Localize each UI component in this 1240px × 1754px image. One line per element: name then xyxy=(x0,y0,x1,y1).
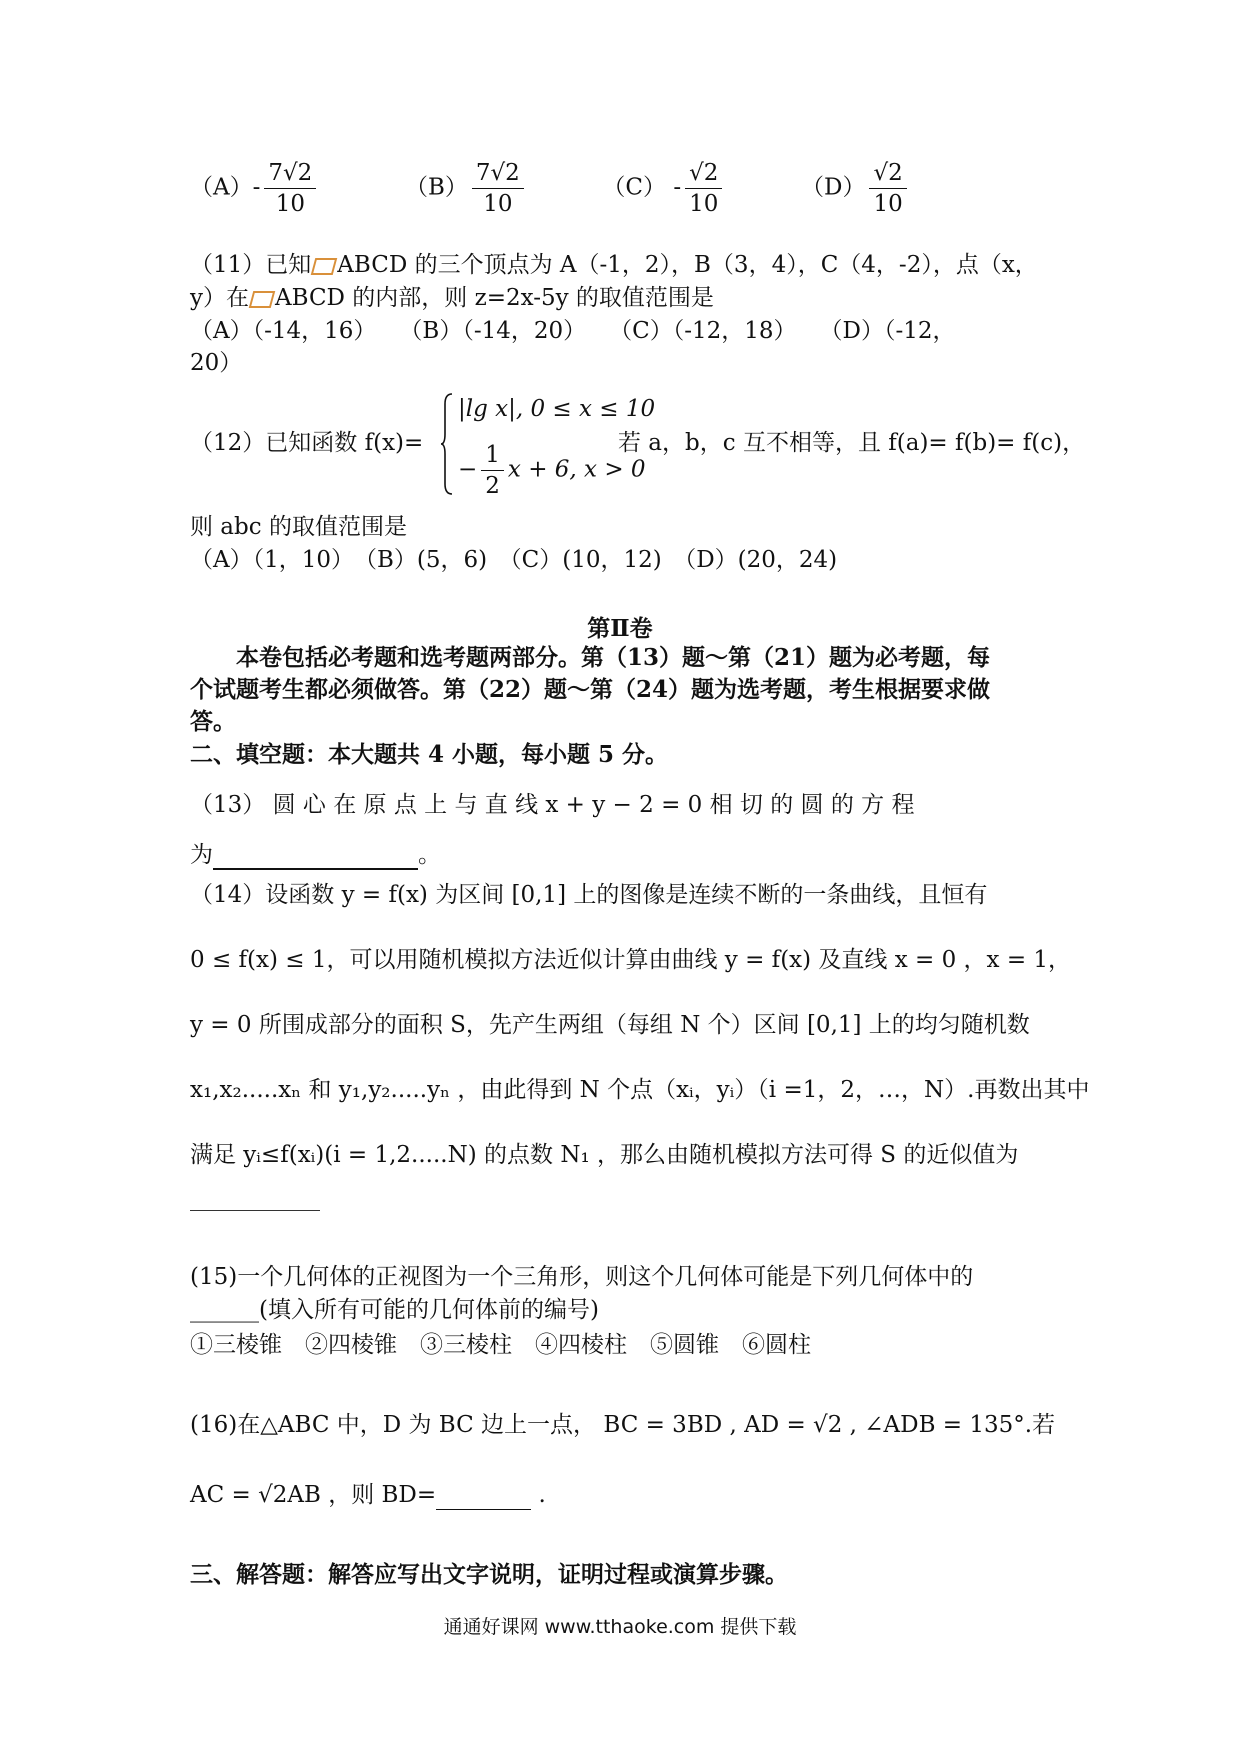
q10-option-b-label: （B） xyxy=(404,174,468,201)
q12-label: （12）已知函数 f(x)= xyxy=(190,430,424,456)
q11-line-1: （11）已知 ABCD 的三个顶点为 A（-1，2），B（3，4），C（4，-2），点（x， xyxy=(190,252,1038,278)
q12-case-2: − $\frac{1}{2}$ x + 6, x > 0 xyxy=(458,442,646,499)
part2-intro-3: 答。 xyxy=(190,708,236,735)
part2-title: 第Ⅱ卷 xyxy=(587,615,653,642)
page-footer: 通通好课网 www.tthaoke.com 提供下载 xyxy=(443,1616,797,1638)
q12-condition: 若 a，b，c 互不相等，且 f(a)= f(b)= f(c)， xyxy=(618,430,1086,456)
q11-line-2: y）在 ABCD 的内部，则 z=2x-5y 的取值范围是 xyxy=(190,285,714,311)
piecewise-brace xyxy=(440,392,454,496)
q10-option-d-label: （D） xyxy=(801,174,866,201)
section2-heading: 二、填空题：本大题共 4 小题，每小题 5 分。 xyxy=(190,741,669,768)
q13-line-1: （13） 圆 心 在 原 点 上 与 直 线 x + y − 2 = 0 相 切 的 圆 的 方 程 xyxy=(190,792,915,818)
q10-option-a-fraction: $\frac{7√2}{10}$ xyxy=(264,158,316,219)
q10-option-c-label: （C） - xyxy=(602,174,682,201)
q10-option-b-fraction: $\frac{7√2}{10}$ xyxy=(472,158,524,219)
q14-line-4: x₁,x₂.....xₙ 和 y₁,y₂.....yₙ ，由此得到 N 个点（xᵢ，yᵢ）（i =1，2，…，N）.再数出其中 xyxy=(190,1077,1090,1103)
q12-options: （A）（1，10） （B）(5，6) （C）(10，12) （D）(20，24) xyxy=(190,547,838,573)
q10-option-a-label: （A）- xyxy=(190,174,261,201)
parallelogram-icon xyxy=(249,291,276,308)
parallelogram-icon xyxy=(311,258,338,275)
part2-intro-1: 本卷包括必考题和选考题两部分。第（13）题～第（21）题为必考题，每 xyxy=(236,644,991,671)
q12-line-2: 则 abc 的取值范围是 xyxy=(190,514,407,540)
q11-options-cont: 20） xyxy=(190,350,243,376)
q14-line-3: y = 0 所围成部分的面积 S，先产生两组（每组 N 个）区间 [0,1] 上的均匀随机数 xyxy=(190,1012,1030,1038)
q14-line-2: 0 ≤ f(x) ≤ 1，可以用随机模拟方法近似计算由曲线 y = f(x) 及直线 x = 0 ，x = 1， xyxy=(190,947,1072,973)
q15-line-1: (15)一个几何体的正视图为一个三角形，则这个几何体可能是下列几何体中的 xyxy=(190,1264,974,1290)
q10-option-c-fraction: $\frac{√2}{10}$ xyxy=(685,158,722,219)
q11-options: （A）（-14，16） （B）（-14，20） （C）（-12，18） （D）（-12， xyxy=(190,318,956,344)
q16-line-2: AC = √2AB ，则 BD= . xyxy=(190,1482,546,1508)
q15-line-2: ______(填入所有可能的几何体前的编号) xyxy=(190,1297,599,1323)
q10-option-d-fraction: $\frac{√2}{10}$ xyxy=(869,158,906,219)
q16-answer-blank[interactable] xyxy=(436,1487,531,1510)
q13-answer-blank[interactable] xyxy=(213,846,418,870)
q15-options: ①三棱锥 ②四棱锥 ③三棱柱 ④四棱柱 ⑤圆锥 ⑥圆柱 xyxy=(190,1332,811,1358)
q16-line-1: (16)在△ABC 中，D 为 BC 边上一点， BC = 3BD , AD = √2 , ∠ADB = 135°.若 xyxy=(190,1412,1056,1438)
q13-line-2: 为 。 xyxy=(190,842,441,868)
q14-line-5: 满足 yᵢ≤f(xᵢ)(i = 1,2.....N) 的点数 N₁ ，那么由随机模拟方法可得 S 的近似值为 xyxy=(190,1142,1019,1168)
q12-case-1: |lg x|, 0 ≤ x ≤ 10 xyxy=(458,396,656,422)
q14-line-1: （14）设函数 y = f(x) 为区间 [0,1] 上的图像是连续不断的一条曲线，且恒有 xyxy=(190,882,988,908)
section3-heading: 三、解答题：解答应写出文字说明，证明过程或演算步骤。 xyxy=(190,1561,788,1588)
q14-answer-blank[interactable] xyxy=(190,1210,320,1211)
q10-options xyxy=(190,158,911,219)
part2-intro-2: 个试题考生都必须做答。第（22）题～第（24）题为选考题，考生根据要求做 xyxy=(190,676,991,703)
